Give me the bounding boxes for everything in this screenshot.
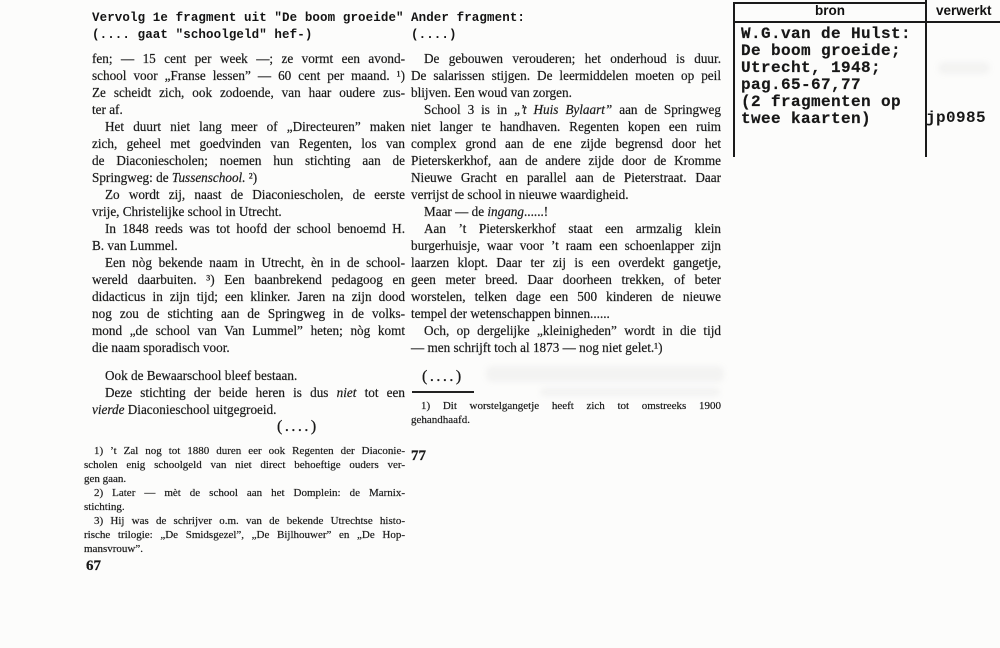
verwerkt-column-header: verwerkt xyxy=(936,3,992,18)
text-line: Springweg: de Tussenschool. ²) xyxy=(92,170,258,185)
text-line: twee kaarten) xyxy=(741,110,872,128)
bron-column-header: bron xyxy=(815,3,845,18)
scan-smudge xyxy=(938,62,990,74)
text-line: stichting. xyxy=(84,501,125,513)
text-line: complex grond aan de ene zijde begrensd door het xyxy=(411,136,721,151)
text-line: Het duurt niet lang meer of „Directeuren” maken xyxy=(105,119,405,134)
text-line: Een nòg bekende naam in Utrecht, èn in de school- xyxy=(105,255,405,270)
text-line: didacticus in zijn tijd; een klinker. Jaren na zijn dood xyxy=(92,289,405,304)
left-fragment-heading-line1: Vervolg 1e fragment uit "De boom groeide" xyxy=(92,11,404,25)
card-left-border xyxy=(733,2,735,157)
text-line: gen gaan. xyxy=(84,473,127,485)
text-line: die naam sporadisch voor. xyxy=(92,340,230,355)
text-line: W.G.van de Hulst: xyxy=(741,25,912,43)
text-line: Ook de Bewaarschool bleef bestaan. xyxy=(105,368,298,383)
text-line: school voor „Franse lessen” — 60 cent per maand. ¹) xyxy=(92,68,405,83)
text-line: — men schrijft toch al 1873 — nog niet gelet.¹) xyxy=(411,340,663,355)
middle-fragment-heading-line1: Ander fragment: xyxy=(411,11,526,25)
text-line: vrije, Christelijke school in Utrecht. xyxy=(92,204,282,219)
text-line: Aan ’t Pieterskerkhof staat een armzalig klein xyxy=(424,221,721,236)
middle-column xyxy=(411,10,721,427)
text-line: Nieuwe Gracht en parallel aan de Pieterstraat. Daar xyxy=(411,170,721,185)
text-line: In 1848 reeds was tot hoofd der school benoemd H. xyxy=(105,221,405,236)
source-reference xyxy=(741,26,923,128)
text-line: 3) Hij was de schrijver o.m. van de bekende Utrechtse histo- xyxy=(94,515,405,527)
text-line: pag.65-67,77 xyxy=(741,76,862,94)
left-ellipsis-mark: (....) xyxy=(277,418,319,435)
scan-smudge xyxy=(486,366,724,382)
text-line: 1) ’t Zal nog tot 1880 duren eer ook Regenten der Diaconie- xyxy=(94,445,405,457)
text-line: worstelen, telken dage een 500 kinderen de nieuwe xyxy=(411,289,721,304)
left-body-text xyxy=(92,50,405,418)
verwerkt-code: jp0985 xyxy=(926,109,987,127)
middle-ellipsis-mark: (....) xyxy=(422,368,464,385)
text-line: mansvrouw”. xyxy=(84,543,143,555)
text-line: mond „de school van Van Lummel” heten; nòg komt xyxy=(92,323,405,338)
text-line: B. van Lummel. xyxy=(92,238,178,253)
text-line: Och, op dergelijke „kleinigheden” wordt in die tijd xyxy=(424,323,721,338)
text-line: Zo wordt zij, naast de Diaconiescholen, de eerste xyxy=(105,187,405,202)
text-line: Deze stichting der beide heren is dus niet tot een xyxy=(105,385,405,400)
text-line: Ze scheidt zich, ook zodoende, van haar oudere zus- xyxy=(92,85,405,100)
card-header-underline xyxy=(733,21,1000,23)
text-line: geen meter breed. Daar doorheen trekken, of beter xyxy=(411,272,721,287)
text-line: verrijst de school in nieuwe waardigheid. xyxy=(411,187,629,202)
text-line: De boom groeide; xyxy=(741,42,902,60)
text-line: gehandhaafd. xyxy=(411,414,470,426)
scan-smudge xyxy=(540,388,720,396)
text-line: Pieterskerkhof, aan de andere zijde door de Kromme xyxy=(411,153,721,168)
left-fragment-heading-line2: (.... gaat "schoolgeld" hef-) xyxy=(92,28,313,42)
text-line: Utrecht, 1948; xyxy=(741,59,882,77)
text-line: de Diaconiescholen; noemen hun stichting aan de xyxy=(92,153,405,168)
text-line: Maar — de ingang......! xyxy=(424,204,549,219)
text-line: ter af. xyxy=(92,102,123,117)
middle-fragment-heading-line2: (....) xyxy=(411,28,457,42)
text-line: scholen enig schoolgeld van niet direct behoeftige ouders ver- xyxy=(84,459,405,471)
footnote-separator-rule xyxy=(412,391,474,393)
text-line: burgerhuisje, waar voor ’t raam een schoenlapper zijn xyxy=(411,238,721,253)
text-line: nog zou de stichting aan de Springweg in de volks- xyxy=(92,306,405,321)
left-page-number: 67 xyxy=(86,558,101,574)
text-line: (2 fragmenten op xyxy=(741,93,902,111)
middle-page-number: 77 xyxy=(411,448,426,464)
text-line: 2) Later — mèt de school aan het Domplein: de Marnix- xyxy=(94,487,405,499)
left-footnotes xyxy=(84,444,405,556)
card-column-divider xyxy=(925,0,927,157)
middle-footnotes xyxy=(411,399,721,427)
text-line: fen; — 15 cent per week —; ze vormt een avond- xyxy=(92,51,405,66)
text-line: vierde Diaconieschool uitgegroeid. xyxy=(92,402,277,417)
text-line: blijven. Een woud van zorgen. xyxy=(411,85,572,100)
text-line: rische trilogie: „De Smidsgezel”, „De Bijlhouwer” en „De Hop- xyxy=(84,529,405,541)
text-line: tempel der wetenschappen binnen...... xyxy=(411,306,610,321)
middle-body-text xyxy=(411,50,721,356)
text-line: 1) Dit worstelgangetje heeft zich tot omstreeks 1900 xyxy=(421,400,721,412)
text-line: zich, geheel met goedvinden van Regenten, los van xyxy=(92,136,405,151)
text-line: De salarissen stijgen. De leermiddelen moeten op peil xyxy=(411,68,721,83)
text-line: School 3 is in „’t Huis Bylaart” aan de Springweg xyxy=(424,102,722,117)
text-line: wereld daarbuiten. ³) Een baanbrekend pedagoog en xyxy=(92,272,405,287)
text-line: niet langer te handhaven. Regenten kopen een ruim xyxy=(411,119,721,134)
left-column xyxy=(92,10,405,436)
text-line: laarzen klopt. Daar ter zij is een overdekt gangetje, xyxy=(411,255,721,270)
text-line: De gebouwen verouderen; het onderhoud is duur. xyxy=(424,51,721,66)
